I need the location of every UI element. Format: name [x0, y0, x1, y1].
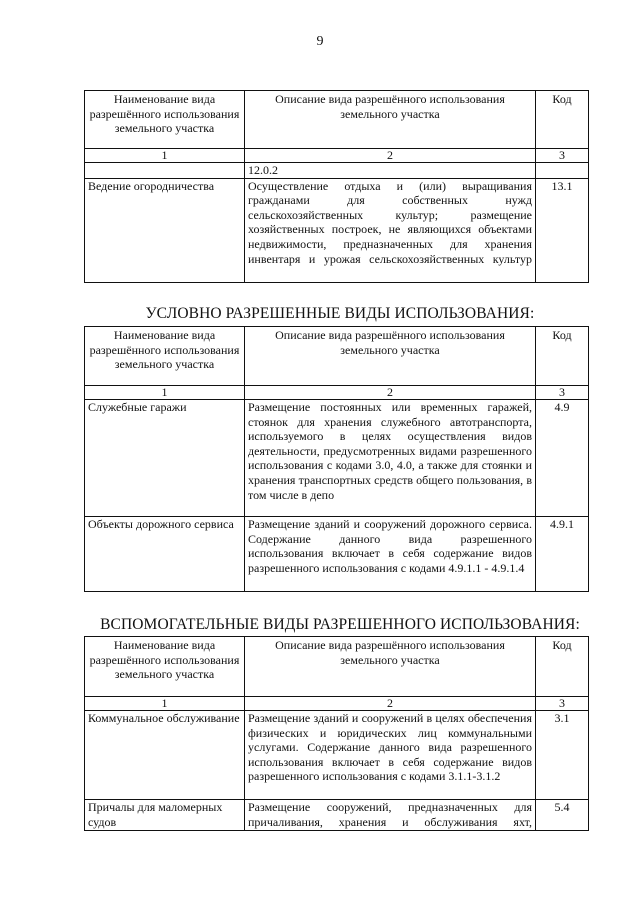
table-row — [85, 517, 589, 592]
col-number-3: 3 — [536, 149, 589, 163]
table-header-row — [85, 327, 589, 386]
table-main-types — [84, 90, 588, 283]
header-name-col: Наименование вида разрешённого использования земельного участка — [85, 91, 245, 149]
page-number: 9 — [316, 34, 324, 49]
col-number-3: 3 — [536, 386, 589, 400]
header-name-col: Наименование вида разрешённого использования земельного участка — [85, 327, 245, 386]
col-number-2: 2 — [245, 386, 536, 400]
table-auxiliary-types — [84, 636, 588, 831]
row-code: 3.1 — [536, 711, 589, 800]
table-conditional-types — [84, 326, 588, 592]
section-title-conditional: УСЛОВНО РАЗРЕШЕННЫЕ ВИДЫ ИСПОЛЬЗОВАНИЯ: — [145, 305, 535, 322]
column-numbers-row — [85, 697, 589, 711]
col-number-3: 3 — [536, 697, 589, 711]
row-name: Коммунальное обслуживание — [85, 711, 245, 800]
col-number-1: 1 — [85, 697, 245, 711]
header-code-col: Код — [536, 91, 589, 149]
row-code: 5.4 — [536, 800, 589, 831]
header-code-col: Код — [536, 637, 589, 697]
row-code: 13.1 — [536, 178, 589, 282]
row-code: 4.9.1 — [536, 517, 589, 592]
row-name: Ведение огородничества — [85, 178, 245, 282]
table-row — [85, 800, 589, 831]
row-code: 4.9 — [536, 400, 589, 517]
row-description: Размещение зданий и сооружений в целях обеспечения физических и юридических лиц коммунальными услугами. Содержание данного вида разрешенного использования включает в себя содержание видов разрешенного использования с кодами 3.1.1-3.1.2 — [245, 711, 536, 800]
header-desc-col: Описание вида разрешённого использования земельного участка — [245, 637, 536, 697]
row-description: Размещение сооружений, предназначенных для причаливания, хранения и обслуживания яхт, — [245, 800, 536, 831]
table-header-row — [85, 637, 589, 697]
header-desc-col: Описание вида разрешённого использования земельного участка — [245, 327, 536, 386]
continuation-code: 12.0.2 — [245, 163, 536, 179]
col-number-1: 1 — [85, 149, 245, 163]
header-desc-col: Описание вида разрешённого использования земельного участка — [245, 91, 536, 149]
table-row-continuation — [85, 163, 589, 179]
header-name-col: Наименование вида разрешённого использования земельного участка — [85, 637, 245, 697]
row-description: Размещение постоянных или временных гаражей, стоянок для хранения служебного автотранспорта, используемого в целях осуществления видов деятельности, предусмотренных видами разрешенного использования с кодами 3.0, 4.0, а также для стоянки и хранения транспортных средств общего пользования, в том числе в депо — [245, 400, 536, 517]
header-code-col: Код — [536, 327, 589, 386]
row-name: Причалы для маломерных судов — [85, 800, 245, 831]
col-number-1: 1 — [85, 386, 245, 400]
section-title-auxiliary: ВСПОМОГАТЕЛЬНЫЕ ВИДЫ РАЗРЕШЕННОГО ИСПОЛЬЗОВАНИЯ: — [100, 616, 580, 633]
row-description: Размещение зданий и сооружений дорожного сервиса. Содержание данного вида разрешенного использования включает в себя содержание видов разрешенного использования с кодами 4.9.1.1 - 4.9.1.4 — [245, 517, 536, 592]
column-numbers-row — [85, 149, 589, 163]
table-row — [85, 711, 589, 800]
table-header-row — [85, 91, 589, 149]
row-description: Осуществление отдыха и (или) выращивания гражданами для собственных нужд сельскохозяйственных культур; размещение хозяйственных построек, не являющихся объектами недвижимости, предназначенных для хранения инвентаря и урожая сельскохозяйственных культур — [245, 178, 536, 282]
table-row — [85, 178, 589, 282]
col-number-2: 2 — [245, 149, 536, 163]
row-name: Служебные гаражи — [85, 400, 245, 517]
row-name: Объекты дорожного сервиса — [85, 517, 245, 592]
table-row — [85, 400, 589, 517]
column-numbers-row — [85, 386, 589, 400]
col-number-2: 2 — [245, 697, 536, 711]
